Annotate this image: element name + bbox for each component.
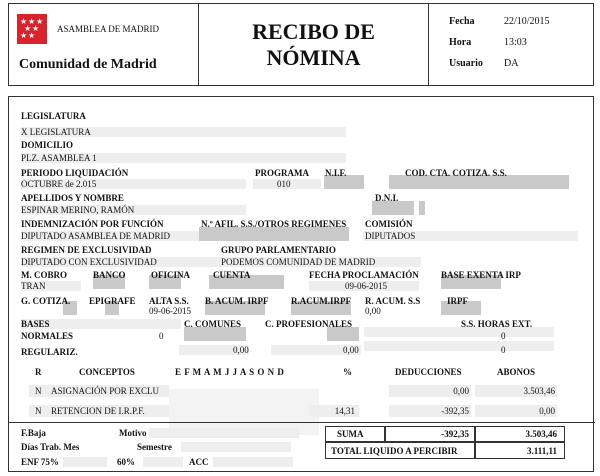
col-conceptos-header: CONCEPTOS [79, 367, 135, 377]
hora-label: Hora [449, 37, 472, 48]
cprof-value: 0,00 [343, 345, 359, 355]
col-r-header: R [35, 367, 42, 377]
normales-value: 0 [159, 331, 164, 341]
footer-divider [9, 422, 595, 423]
grupo-label: GRUPO PARLAMENTARIO [221, 245, 336, 255]
programa-label: PROGRAMA [255, 168, 309, 178]
semestre-label: Semestre [137, 442, 172, 452]
domicilio-label: DOMICILIO [21, 140, 74, 150]
col-months-header: E F M A M J J A S O N D [175, 367, 285, 377]
irpf-label: IRPF [447, 296, 468, 306]
suma-deducciones: -392,35 [441, 429, 469, 439]
ccomunes-label: C. COMUNES [184, 319, 242, 329]
row-2-pct: 14,31 [334, 406, 355, 416]
ccomunes-value: 0,00 [233, 345, 249, 355]
org-small-name: ASAMBLEA DE MADRID [57, 24, 160, 34]
periodo-label: PERIODO LIQUIDACIÓN [21, 168, 129, 178]
mcobro-label: M. COBRO [21, 270, 67, 280]
usuario-value: DA [504, 58, 519, 69]
programa-value: 010 [277, 179, 291, 189]
suma-abonos: 3.503,46 [525, 429, 557, 439]
apellidos-value: ESPINAR MERINO, RAMÓN [21, 205, 135, 215]
fbaja-label: F.Baja [21, 428, 46, 438]
row-2-deducciones: -392,35 [441, 406, 469, 416]
org-large-name: Comunidad de Madrid [19, 57, 157, 72]
hora-value: 13:03 [504, 37, 527, 48]
motivo-label: Motivo [119, 428, 147, 438]
racumss-label: R. ACUM. S.S [365, 296, 421, 306]
oficina-label: OFICINA [151, 270, 191, 280]
legislatura-label: LEGISLATURA [21, 111, 86, 121]
gcotiza-label: G. COTIZA. [21, 296, 71, 306]
diastrab-label: Días Trab. Mes [21, 442, 80, 452]
acc-label: ACC [189, 457, 209, 467]
row-1-concepto: ASIGNACIÓN POR EXCLU [51, 386, 160, 396]
fechaproc-value: 09-06-2015 [345, 281, 387, 291]
altass-label: ALTA S.S. [149, 296, 189, 306]
row-1-deducciones: 0,00 [453, 386, 469, 396]
horasext-value-2: 0 [501, 345, 506, 355]
nif-label: N.I.F. [325, 168, 347, 178]
comision-value: DIPUTADOS [365, 231, 416, 241]
bacum-label: B. ACUM. IRPF [205, 296, 269, 306]
epigrafe-label: EPIGRAFE [89, 296, 136, 306]
madrid-flag-icon: ★ ★ ★ ★ ★ ★ ★ [17, 14, 47, 44]
codcta-label: COD. CTA. COTIZA. S.S. [405, 168, 507, 178]
header-meta [429, 4, 593, 85]
row-2-concepto: RETENCION DE I.R.P.F. [51, 406, 145, 416]
col-deducciones-header: DEDUCCIONES [395, 367, 462, 377]
col-pct-header: % [343, 367, 352, 377]
horasext-label: S.S. HORAS EXT. [461, 319, 533, 329]
payslip-header [8, 3, 594, 86]
fecha-label: Fecha [449, 16, 475, 27]
payslip-body [8, 96, 594, 472]
horasext-value-1: 0 [501, 331, 506, 341]
header-organization [9, 4, 199, 85]
regimen-label: REGIMEN DE EXCLUSIVIDAD [21, 245, 152, 255]
indemnizacion-label: INDEMNIZACIÓN POR FUNCIÓN [21, 219, 164, 229]
nafil-label: N.º AFIL. S.S./OTROS REGIMENES [201, 219, 347, 229]
normales-label: NORMALES [21, 331, 74, 341]
cprof-label: C. PROFESIONALES [265, 319, 353, 329]
legislatura-value: X LEGISLATURA [21, 127, 91, 137]
row-1-r: N [35, 386, 42, 396]
total-value: 3.111,11 [526, 446, 557, 456]
usuario-label: Usuario [449, 58, 483, 69]
grupo-value: PODEMOS COMUNIDAD DE MADRID [221, 257, 376, 267]
dni-label: D.N.I. [375, 193, 399, 203]
apellidos-label: APELLIDOS Y NOMBRE [21, 193, 124, 203]
periodo-value: OCTUBRE de 2.015 [21, 179, 97, 189]
comision-label: COMISIÓN [365, 219, 413, 229]
regimen-value: DIPUTADO CON EXCLUSIVIDAD [21, 257, 157, 267]
enf75-label: ENF 75% [21, 457, 59, 467]
regulariz-label: REGULARIZ. [21, 347, 78, 357]
col-abonos-header: ABONOS [497, 367, 536, 377]
mcobro-value: TRAN [21, 281, 46, 291]
row-2-r: N [35, 406, 42, 416]
pct60-label: 60% [117, 457, 135, 467]
cuenta-label: CUENTA [213, 270, 251, 280]
bases-label: BASES [21, 319, 50, 329]
suma-label: SUMA [337, 429, 364, 439]
row-2-abonos: 0,00 [539, 406, 555, 416]
document-title [199, 4, 429, 85]
fechaproc-label: FECHA PROCLAMACIÓN [309, 270, 419, 280]
altass-value: 09-06-2015 [149, 306, 191, 316]
racumss-value: 0,00 [365, 306, 381, 316]
banco-label: BANCO [93, 270, 126, 280]
row-1-abonos: 3.503,46 [523, 386, 555, 396]
domicilio-value: PLZ. ASAMBLEA 1 [21, 153, 97, 163]
indemnizacion-value: DIPUTADO ASAMBLEA DE MADRID [21, 231, 171, 241]
total-label: TOTAL LIQUIDO A PERCIBIR [331, 446, 458, 456]
racumirpf-label: R.ACUM.IRPF [291, 296, 351, 306]
baseexenta-label: BASE EXENTA IRP [441, 270, 521, 280]
title-line-2: NÓMINA [266, 44, 361, 70]
fecha-value: 22/10/2015 [504, 16, 550, 27]
title-line-1: RECIBO DE [252, 18, 375, 44]
